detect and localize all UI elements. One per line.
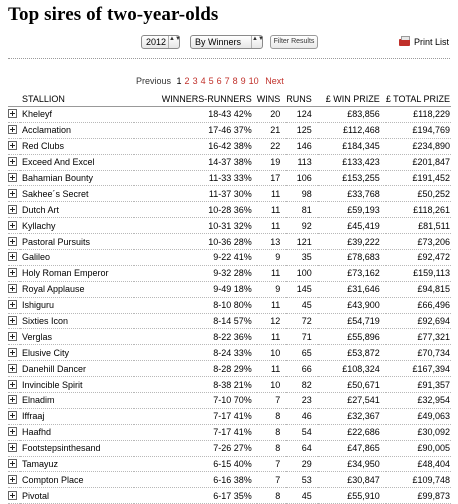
total-prize: £70,734 [386, 345, 451, 361]
wins: 8 [257, 440, 287, 456]
runs: 45 [286, 297, 318, 313]
table-row [8, 488, 451, 504]
win-prize: £112,468 [318, 122, 386, 138]
wins: 8 [257, 408, 287, 424]
previous-link[interactable]: Previous [136, 76, 172, 86]
expand-plus-icon[interactable] [8, 395, 17, 404]
win-prize: £59,193 [318, 202, 386, 218]
wins: 9 [257, 250, 287, 266]
win-prize: £33,768 [318, 186, 386, 202]
winners-runners: 6-16 38% [134, 472, 257, 488]
win-prize: £83,856 [318, 107, 386, 123]
win-prize: £54,719 [318, 313, 386, 329]
wins: 11 [257, 186, 287, 202]
stallion-name: Tamayuz [20, 456, 134, 472]
total-prize: £30,092 [386, 424, 451, 440]
printer-icon [399, 39, 410, 46]
winners-runners: 11-37 30% [134, 186, 257, 202]
winners-runners: 17-46 37% [134, 122, 257, 138]
runs: 100 [286, 265, 318, 281]
win-prize: £47,865 [318, 440, 386, 456]
win-prize: £133,423 [318, 154, 386, 170]
win-prize: £30,847 [318, 472, 386, 488]
winners-runners: 7-17 41% [134, 408, 257, 424]
expand-plus-icon[interactable] [8, 141, 17, 150]
runs: 29 [286, 456, 318, 472]
win-prize: £31,646 [318, 281, 386, 297]
stallion-name: Galileo [20, 250, 134, 266]
runs: 124 [286, 107, 318, 123]
sort-select[interactable] [190, 35, 263, 49]
winners-runners: 8-22 36% [134, 329, 257, 345]
table-row [8, 393, 451, 409]
stallion-name: Holy Roman Emperor [20, 265, 134, 281]
page-title: Top sires of two-year-olds [8, 4, 219, 25]
runs: 64 [286, 440, 318, 456]
wins: 7 [257, 472, 287, 488]
table-row [8, 408, 451, 424]
table-row [8, 138, 451, 154]
expand-plus-icon[interactable] [8, 475, 17, 484]
runs: 98 [286, 186, 318, 202]
win-prize: £53,872 [318, 345, 386, 361]
page-link-3[interactable]: 3 [192, 76, 198, 86]
select-arrows-icon: ▲▼ [251, 36, 262, 48]
table-row [8, 297, 451, 313]
stallion-name: Ishiguru [20, 297, 134, 313]
stallion-name: Sakhee´s Secret [20, 186, 134, 202]
runs: 72 [286, 313, 318, 329]
expand-plus-icon[interactable] [8, 332, 17, 341]
total-prize: £118,261 [386, 202, 451, 218]
win-prize: £55,896 [318, 329, 386, 345]
stallion-name: Pivotal [20, 488, 134, 504]
expand-plus-icon[interactable] [8, 380, 17, 389]
stallion-name: Elnadim [20, 393, 134, 409]
total-prize: £94,815 [386, 281, 451, 297]
wins: 22 [257, 138, 287, 154]
page-link-10[interactable]: 10 [248, 76, 259, 86]
expand-plus-icon[interactable] [8, 427, 17, 436]
sort-select-value: By Winners [195, 37, 242, 47]
select-arrows-icon: ▲▼ [168, 36, 179, 48]
sires-table [8, 92, 451, 504]
runs: 53 [286, 472, 318, 488]
winners-runners: 8-24 33% [134, 345, 257, 361]
page-link-7[interactable]: 7 [224, 76, 230, 86]
wins: 9 [257, 281, 287, 297]
expand-plus-icon[interactable] [8, 173, 17, 182]
wins: 7 [257, 456, 287, 472]
total-prize: £32,954 [386, 393, 451, 409]
table-row [8, 440, 451, 456]
expand-plus-icon[interactable] [8, 459, 17, 468]
table-row [8, 186, 451, 202]
winners-runners: 11-33 33% [134, 170, 257, 186]
stallion-name: Kheleyf [20, 107, 134, 123]
expand-plus-icon[interactable] [8, 125, 17, 134]
winners-runners: 7-26 27% [134, 440, 257, 456]
expand-plus-icon[interactable] [8, 205, 17, 214]
col-win-prize[interactable]: £ WIN PRIZE [318, 92, 386, 107]
winners-runners: 18-43 42% [134, 107, 257, 123]
table-row [8, 329, 451, 345]
page-link-2[interactable]: 2 [184, 76, 190, 86]
expand-plus-icon[interactable] [8, 364, 17, 373]
expand-plus-icon[interactable] [8, 109, 17, 118]
total-prize: £159,113 [386, 265, 451, 281]
total-prize: £194,769 [386, 122, 451, 138]
stallion-name: Elusive City [20, 345, 134, 361]
page-link-5[interactable]: 5 [208, 76, 214, 86]
stallion-name: Footstepsinthesand [20, 440, 134, 456]
win-prize: £50,671 [318, 377, 386, 393]
table-row [8, 265, 451, 281]
page-link-1[interactable]: 1 [176, 76, 182, 86]
win-prize: £73,162 [318, 265, 386, 281]
winners-runners: 9-49 18% [134, 281, 257, 297]
table-row [8, 313, 451, 329]
expand-plus-icon[interactable] [8, 237, 17, 246]
total-prize: £92,694 [386, 313, 451, 329]
total-prize: £50,252 [386, 186, 451, 202]
wins: 11 [257, 329, 287, 345]
total-prize: £73,206 [386, 234, 451, 250]
expand-plus-icon[interactable] [8, 300, 17, 309]
win-prize: £34,950 [318, 456, 386, 472]
wins: 11 [257, 265, 287, 281]
table-row [8, 234, 451, 250]
win-prize: £39,222 [318, 234, 386, 250]
stallion-name: Royal Applause [20, 281, 134, 297]
winners-runners: 9-32 28% [134, 265, 257, 281]
wins: 20 [257, 107, 287, 123]
win-prize: £184,345 [318, 138, 386, 154]
stallion-name: Kyllachy [20, 218, 134, 234]
total-prize: £191,452 [386, 170, 451, 186]
year-select-value: 2012 [146, 37, 167, 47]
stallion-name: Compton Place [20, 472, 134, 488]
stallion-name: Iffraaj [20, 408, 134, 424]
page-link-9[interactable]: 9 [240, 76, 246, 86]
wins: 11 [257, 218, 287, 234]
win-prize: £78,683 [318, 250, 386, 266]
col-runs[interactable]: RUNS [286, 92, 318, 107]
total-prize: £91,357 [386, 377, 451, 393]
table-row [8, 154, 451, 170]
wins: 11 [257, 202, 287, 218]
runs: 46 [286, 408, 318, 424]
winners-runners: 8-38 21% [134, 377, 257, 393]
total-prize: £234,890 [386, 138, 451, 154]
table-row [8, 424, 451, 440]
page-link-8[interactable]: 8 [232, 76, 238, 86]
stallion-name: Acclamation [20, 122, 134, 138]
winners-runners: 7-17 41% [134, 424, 257, 440]
col-stallion[interactable]: STALLION [20, 92, 134, 107]
expand-plus-icon[interactable] [8, 221, 17, 230]
stallion-name: Sixties Icon [20, 313, 134, 329]
winners-runners: 6-15 40% [134, 456, 257, 472]
stallion-name: Haafhd [20, 424, 134, 440]
winners-runners: 8-14 57% [134, 313, 257, 329]
winners-runners: 10-28 36% [134, 202, 257, 218]
table-row [8, 107, 451, 123]
page-link-4[interactable]: 4 [200, 76, 206, 86]
table-row [8, 218, 451, 234]
expand-plus-icon[interactable] [8, 157, 17, 166]
stallion-name: Bahamian Bounty [20, 170, 134, 186]
winners-runners: 8-10 80% [134, 297, 257, 313]
win-prize: £153,255 [318, 170, 386, 186]
wins: 11 [257, 297, 287, 313]
table-row [8, 456, 451, 472]
stallion-name: Verglas [20, 329, 134, 345]
runs: 66 [286, 361, 318, 377]
stallion-name: Pastoral Pursuits [20, 234, 134, 250]
stallion-name: Dutch Art [20, 202, 134, 218]
expand-plus-icon[interactable] [8, 284, 17, 293]
wins: 10 [257, 377, 287, 393]
expand-plus-icon[interactable] [8, 189, 17, 198]
col-total-prize[interactable]: £ TOTAL PRIZE [386, 92, 451, 107]
year-select[interactable] [141, 35, 180, 49]
expand-plus-icon[interactable] [8, 268, 17, 277]
total-prize: £48,404 [386, 456, 451, 472]
runs: 106 [286, 170, 318, 186]
table-row [8, 472, 451, 488]
winners-runners: 9-22 41% [134, 250, 257, 266]
runs: 113 [286, 154, 318, 170]
winners-runners: 8-28 29% [134, 361, 257, 377]
runs: 23 [286, 393, 318, 409]
total-prize: £77,321 [386, 329, 451, 345]
wins: 8 [257, 488, 287, 504]
stallion-name: Danehill Dancer [20, 361, 134, 377]
winners-runners: 14-37 38% [134, 154, 257, 170]
expand-plus-icon[interactable] [8, 252, 17, 261]
winners-runners: 10-36 28% [134, 234, 257, 250]
wins: 13 [257, 234, 287, 250]
total-prize: £201,847 [386, 154, 451, 170]
winners-runners: 16-42 38% [134, 138, 257, 154]
expand-plus-icon[interactable] [8, 491, 17, 500]
win-prize: £108,324 [318, 361, 386, 377]
total-prize: £92,472 [386, 250, 451, 266]
runs: 92 [286, 218, 318, 234]
print-list-label: Print List [414, 37, 450, 47]
win-prize: £27,541 [318, 393, 386, 409]
runs: 82 [286, 377, 318, 393]
divider [8, 58, 450, 59]
table-row [8, 170, 451, 186]
runs: 45 [286, 488, 318, 504]
runs: 146 [286, 138, 318, 154]
total-prize: £167,394 [386, 361, 451, 377]
wins: 11 [257, 361, 287, 377]
stallion-name: Invincible Spirit [20, 377, 134, 393]
wins: 17 [257, 170, 287, 186]
total-prize: £49,063 [386, 408, 451, 424]
wins: 19 [257, 154, 287, 170]
filter-results-button[interactable]: Filter Results [270, 35, 318, 49]
table-row [8, 202, 451, 218]
table-row [8, 250, 451, 266]
total-prize: £118,229 [386, 107, 451, 123]
page-link-6[interactable]: 6 [216, 76, 222, 86]
total-prize: £66,496 [386, 297, 451, 313]
col-wins[interactable]: WINS [257, 92, 287, 107]
runs: 71 [286, 329, 318, 345]
runs: 81 [286, 202, 318, 218]
pagination [136, 76, 284, 86]
runs: 54 [286, 424, 318, 440]
next-link[interactable]: Next [265, 76, 284, 86]
table-header-row [8, 92, 451, 107]
win-prize: £43,900 [318, 297, 386, 313]
expand-plus-icon[interactable] [8, 443, 17, 452]
total-prize: £99,873 [386, 488, 451, 504]
winners-runners: 10-31 32% [134, 218, 257, 234]
wins: 12 [257, 313, 287, 329]
expand-plus-icon[interactable] [8, 411, 17, 420]
runs: 121 [286, 234, 318, 250]
total-prize: £90,005 [386, 440, 451, 456]
stallion-name: Red Clubs [20, 138, 134, 154]
win-prize: £55,910 [318, 488, 386, 504]
winners-runners: 7-10 70% [134, 393, 257, 409]
runs: 125 [286, 122, 318, 138]
expand-plus-icon[interactable] [8, 316, 17, 325]
table-row [8, 361, 451, 377]
wins: 21 [257, 122, 287, 138]
wins: 7 [257, 393, 287, 409]
stallion-name: Exceed And Excel [20, 154, 134, 170]
win-prize: £22,686 [318, 424, 386, 440]
runs: 35 [286, 250, 318, 266]
table-row [8, 281, 451, 297]
table-row [8, 122, 451, 138]
wins: 10 [257, 345, 287, 361]
win-prize: £32,367 [318, 408, 386, 424]
print-list-link[interactable] [399, 37, 449, 47]
runs: 65 [286, 345, 318, 361]
wins: 8 [257, 424, 287, 440]
table-row [8, 345, 451, 361]
total-prize: £81,511 [386, 218, 451, 234]
col-winners-runners[interactable]: WINNERS-RUNNERS [134, 92, 257, 107]
table-row [8, 377, 451, 393]
winners-runners: 6-17 35% [134, 488, 257, 504]
runs: 145 [286, 281, 318, 297]
total-prize: £109,748 [386, 472, 451, 488]
win-prize: £45,419 [318, 218, 386, 234]
expand-plus-icon[interactable] [8, 348, 17, 357]
